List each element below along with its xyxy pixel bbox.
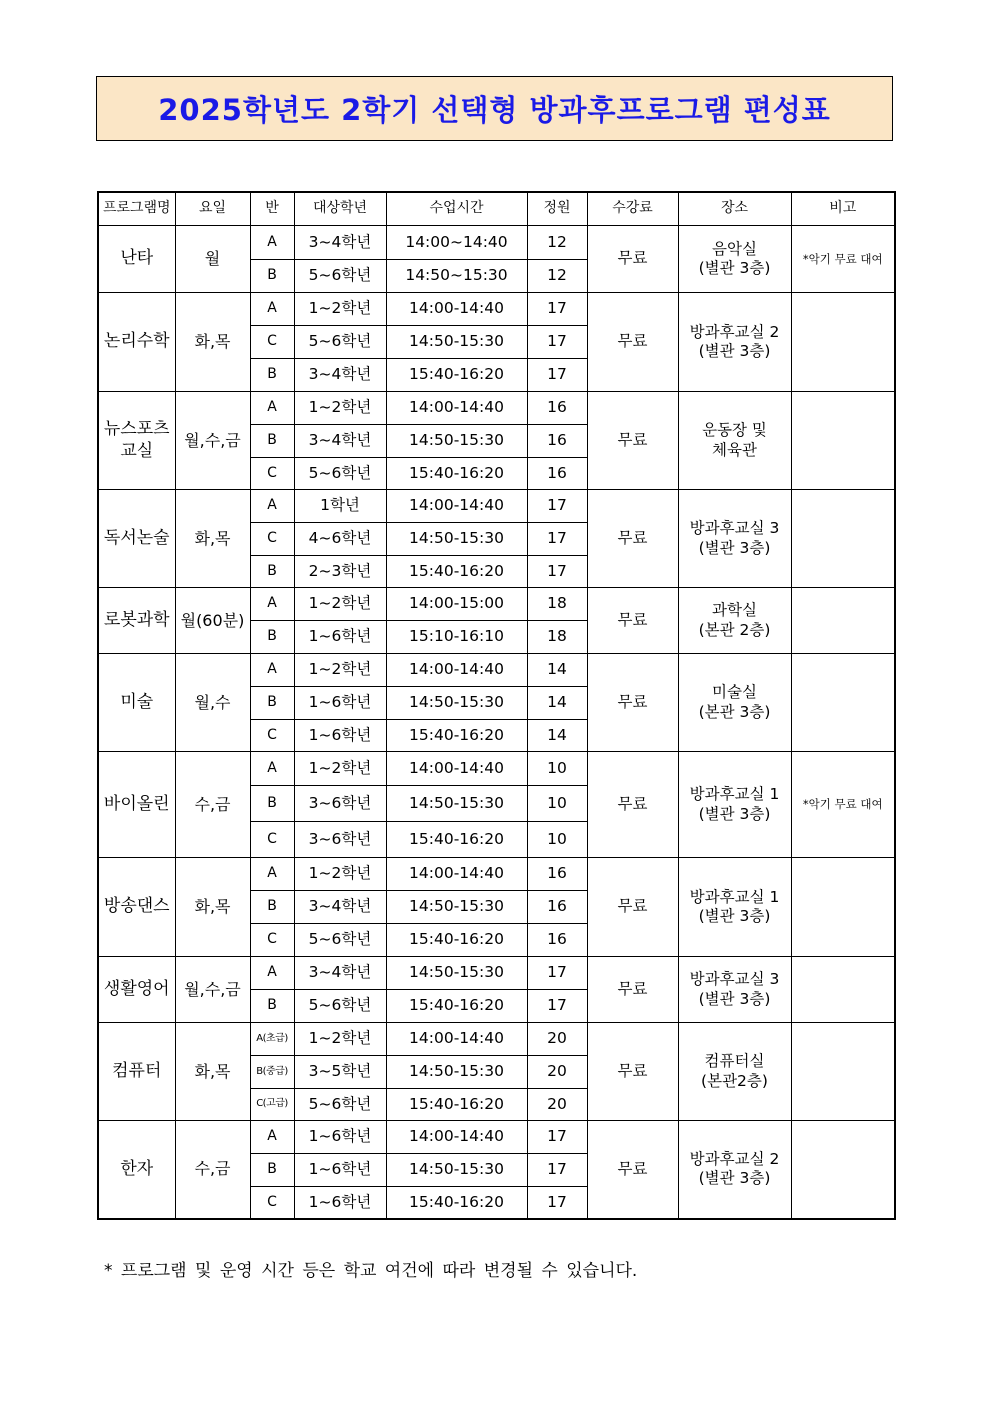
- program-name-cell: [98, 1121, 175, 1219]
- class-cell: B: [250, 990, 294, 1023]
- time-cell: 14:00-14:40: [386, 1023, 527, 1056]
- program-name-cell: [98, 1023, 175, 1121]
- time-cell: 14:50-15:30: [386, 891, 527, 924]
- cell-line: 독서논술: [103, 527, 170, 548]
- table-row: [98, 588, 895, 621]
- time-cell: 15:40-16:20: [386, 990, 527, 1023]
- time-cell: 14:50-15:30: [386, 1056, 527, 1089]
- time-cell: 15:40-16:20: [386, 720, 527, 752]
- table-row: [98, 293, 895, 326]
- table-row: [98, 858, 895, 891]
- location-cell: [678, 957, 791, 1023]
- note-cell: [791, 490, 895, 588]
- note-cell: [791, 858, 895, 957]
- grade-cell: 1~6학년: [294, 1187, 386, 1219]
- grade-cell: 4~6학년: [294, 523, 386, 556]
- fee-cell: 무료: [587, 293, 678, 392]
- class-cell: A: [250, 1121, 294, 1154]
- time-cell: 14:00~14:40: [386, 226, 527, 260]
- capacity-cell: 17: [527, 1187, 587, 1219]
- class-cell: A: [250, 858, 294, 891]
- capacity-cell: 10: [527, 752, 587, 786]
- table-row: [98, 654, 895, 687]
- cell-line: 난타: [120, 248, 154, 269]
- location-cell: [678, 392, 791, 490]
- cell-line: 운동장 및: [702, 421, 767, 440]
- fee-cell: 무료: [587, 1023, 678, 1121]
- cell-line: (별관 3층): [698, 538, 771, 557]
- cell-line: 미술: [120, 691, 154, 712]
- capacity-cell: 17: [527, 293, 587, 326]
- fee-cell: 무료: [587, 490, 678, 588]
- grade-cell: 1~2학년: [294, 588, 386, 621]
- grade-cell: 1~6학년: [294, 621, 386, 654]
- capacity-cell: 17: [527, 1154, 587, 1187]
- class-cell: C: [250, 1187, 294, 1219]
- grade-cell: 1~2학년: [294, 752, 386, 786]
- days-cell: 월(60분): [175, 588, 250, 654]
- capacity-cell: 17: [527, 556, 587, 588]
- class-cell: A: [250, 392, 294, 425]
- header-program: 프로그램명: [98, 192, 175, 226]
- class-cell: B: [250, 556, 294, 588]
- grade-cell: 1~2학년: [294, 654, 386, 687]
- days-cell: 월,수,금: [175, 392, 250, 490]
- capacity-cell: 10: [527, 822, 587, 858]
- note-cell: [791, 392, 895, 490]
- fee-cell: 무료: [587, 226, 678, 293]
- table-row: [98, 1121, 895, 1154]
- cell-line: 과학실: [712, 601, 757, 620]
- capacity-cell: 17: [527, 990, 587, 1023]
- grade-cell: 1~6학년: [294, 1154, 386, 1187]
- program-name-cell: [98, 392, 175, 490]
- note-cell: [791, 293, 895, 392]
- time-cell: 15:40-16:20: [386, 556, 527, 588]
- class-cell: B: [250, 260, 294, 293]
- table-row: [98, 1023, 895, 1056]
- fee-cell: 무료: [587, 858, 678, 957]
- fee-cell: 무료: [587, 588, 678, 654]
- program-name-cell: [98, 957, 175, 1023]
- grade-cell: 3~4학년: [294, 891, 386, 924]
- fee-cell: 무료: [587, 957, 678, 1023]
- cell-line: 교실: [120, 440, 154, 461]
- grade-cell: 1~6학년: [294, 687, 386, 720]
- class-cell: B: [250, 425, 294, 458]
- class-cell: A(초급): [250, 1023, 294, 1056]
- grade-cell: 3~4학년: [294, 359, 386, 392]
- grade-cell: 5~6학년: [294, 1089, 386, 1121]
- time-cell: 14:50-15:30: [386, 425, 527, 458]
- capacity-cell: 18: [527, 588, 587, 621]
- grade-cell: 3~6학년: [294, 786, 386, 822]
- cell-line: 컴퓨터실: [704, 1052, 765, 1071]
- grade-cell: 1~2학년: [294, 1023, 386, 1056]
- cell-line: (별관 3층): [698, 1169, 771, 1188]
- time-cell: 14:00-14:40: [386, 1121, 527, 1154]
- location-cell: [678, 654, 791, 752]
- class-cell: A: [250, 293, 294, 326]
- cell-line: 논리수학: [103, 331, 170, 352]
- footnote: * 프로그램 및 운영 시간 등은 학교 여건에 따라 변경될 수 있습니다.: [104, 1261, 638, 1281]
- capacity-cell: 16: [527, 458, 587, 490]
- grade-cell: 1~2학년: [294, 858, 386, 891]
- class-cell: B: [250, 359, 294, 392]
- grade-cell: 1~6학년: [294, 720, 386, 752]
- program-name-cell: [98, 490, 175, 588]
- header-class: 반: [250, 192, 294, 226]
- capacity-cell: 10: [527, 786, 587, 822]
- location-cell: [678, 588, 791, 654]
- days-cell: 월,수: [175, 654, 250, 752]
- note-cell: *악기 무료 대여: [791, 752, 895, 858]
- header-fee: 수강료: [587, 192, 678, 226]
- note-cell: [791, 654, 895, 752]
- time-cell: 14:50-15:30: [386, 326, 527, 359]
- days-cell: 화,목: [175, 1023, 250, 1121]
- note-cell: [791, 588, 895, 654]
- class-cell: A: [250, 588, 294, 621]
- days-cell: 월,수,금: [175, 957, 250, 1023]
- cell-line: (본관 3층): [698, 702, 771, 721]
- time-cell: 14:00-14:40: [386, 293, 527, 326]
- days-cell: 수,금: [175, 1121, 250, 1219]
- capacity-cell: 16: [527, 924, 587, 957]
- days-cell: 수,금: [175, 752, 250, 858]
- time-cell: 14:50~15:30: [386, 260, 527, 293]
- time-cell: 14:50-15:30: [386, 786, 527, 822]
- cell-line: 미술실: [712, 683, 757, 702]
- location-cell: [678, 752, 791, 858]
- location-cell: [678, 490, 791, 588]
- cell-line: 바이올린: [103, 793, 170, 814]
- class-cell: B: [250, 786, 294, 822]
- cell-line: 한자: [120, 1158, 154, 1179]
- header-row: [98, 192, 895, 226]
- class-cell: C: [250, 458, 294, 490]
- class-cell: C: [250, 822, 294, 858]
- cell-line: 컴퓨터: [112, 1060, 162, 1081]
- capacity-cell: 17: [527, 359, 587, 392]
- capacity-cell: 16: [527, 392, 587, 425]
- note-cell: *악기 무료 대여: [791, 226, 895, 293]
- cell-line: (별관 3층): [698, 342, 771, 360]
- capacity-cell: 17: [527, 326, 587, 359]
- grade-cell: 5~6학년: [294, 924, 386, 957]
- cell-line: 체육관: [712, 440, 757, 459]
- location-cell: [678, 293, 791, 392]
- cell-line: 생활영어: [103, 978, 170, 999]
- capacity-cell: 16: [527, 425, 587, 458]
- grade-cell: 1~6학년: [294, 1121, 386, 1154]
- location-cell: [678, 858, 791, 957]
- grade-cell: 1~2학년: [294, 392, 386, 425]
- page-title: 2025학년도 2학기 선택형 방과후프로그램 편성표: [158, 93, 831, 127]
- time-cell: 15:40-16:20: [386, 1089, 527, 1121]
- cell-line: (별관 3층): [698, 804, 771, 823]
- grade-cell: 5~6학년: [294, 260, 386, 293]
- grade-cell: 5~6학년: [294, 326, 386, 359]
- location-cell: [678, 1121, 791, 1219]
- time-cell: 14:00-15:00: [386, 588, 527, 621]
- grade-cell: 3~4학년: [294, 957, 386, 990]
- cell-line: 방과후교실 1: [689, 887, 780, 906]
- schedule-body: [98, 226, 895, 1219]
- class-cell: A: [250, 226, 294, 260]
- grade-cell: 3~6학년: [294, 822, 386, 858]
- capacity-cell: 14: [527, 720, 587, 752]
- cell-line: (본관 2층): [698, 620, 771, 639]
- header-note: 비고: [791, 192, 895, 226]
- program-name-cell: [98, 654, 175, 752]
- days-cell: 월: [175, 226, 250, 293]
- time-cell: 14:00-14:40: [386, 858, 527, 891]
- capacity-cell: 17: [527, 957, 587, 990]
- cell-line: 방과후교실 3: [689, 970, 780, 989]
- time-cell: 15:40-16:20: [386, 1187, 527, 1219]
- note-cell: [791, 1023, 895, 1121]
- table-row: [98, 226, 895, 260]
- cell-line: 방과후교실 1: [689, 785, 780, 804]
- cell-line: 방과후교실 3: [689, 519, 780, 538]
- fee-cell: 무료: [587, 392, 678, 490]
- class-cell: C: [250, 720, 294, 752]
- days-cell: 화,목: [175, 293, 250, 392]
- time-cell: 14:50-15:30: [386, 957, 527, 990]
- grade-cell: 5~6학년: [294, 458, 386, 490]
- cell-line: 방송댄스: [103, 896, 170, 917]
- time-cell: 14:00-14:40: [386, 752, 527, 786]
- class-cell: C: [250, 924, 294, 957]
- capacity-cell: 12: [527, 260, 587, 293]
- fee-cell: 무료: [587, 1121, 678, 1219]
- header-grade: 대상학년: [294, 192, 386, 226]
- time-cell: 14:50-15:30: [386, 523, 527, 556]
- program-name-cell: [98, 226, 175, 293]
- capacity-cell: 20: [527, 1089, 587, 1121]
- capacity-cell: 17: [527, 490, 587, 523]
- header-location: 장소: [678, 192, 791, 226]
- cell-line: (본관2층): [701, 1071, 768, 1090]
- time-cell: 15:10-16:10: [386, 621, 527, 654]
- program-name-cell: [98, 752, 175, 858]
- cell-line: (별관 3층): [698, 989, 771, 1008]
- grade-cell: 1학년: [294, 490, 386, 523]
- capacity-cell: 17: [527, 1121, 587, 1154]
- location-cell: [678, 226, 791, 293]
- class-cell: C(고급): [250, 1089, 294, 1121]
- cell-line: (별관 3층): [698, 259, 771, 277]
- cell-line: 음악실: [712, 239, 757, 258]
- capacity-cell: 16: [527, 858, 587, 891]
- class-cell: A: [250, 957, 294, 990]
- note-cell: [791, 1121, 895, 1219]
- time-cell: 14:50-15:30: [386, 1154, 527, 1187]
- capacity-cell: 14: [527, 654, 587, 687]
- class-cell: B: [250, 891, 294, 924]
- class-cell: C: [250, 523, 294, 556]
- cell-line: 방과후교실 2: [689, 322, 780, 341]
- class-cell: C: [250, 326, 294, 359]
- capacity-cell: 17: [527, 523, 587, 556]
- grade-cell: 2~3학년: [294, 556, 386, 588]
- title-box: [96, 76, 893, 141]
- program-name-cell: [98, 858, 175, 957]
- table-row: [98, 392, 895, 425]
- time-cell: 15:40-16:20: [386, 359, 527, 392]
- header-capacity: 정원: [527, 192, 587, 226]
- capacity-cell: 12: [527, 226, 587, 260]
- grade-cell: 1~2학년: [294, 293, 386, 326]
- program-name-cell: [98, 293, 175, 392]
- header-day: 요일: [175, 192, 250, 226]
- class-cell: B: [250, 687, 294, 720]
- time-cell: 14:50-15:30: [386, 687, 527, 720]
- cell-line: 로봇과학: [103, 609, 170, 630]
- header-time: 수업시간: [386, 192, 527, 226]
- time-cell: 14:00-14:40: [386, 654, 527, 687]
- table-row: [98, 752, 895, 786]
- grade-cell: 3~5학년: [294, 1056, 386, 1089]
- capacity-cell: 14: [527, 687, 587, 720]
- class-cell: A: [250, 752, 294, 786]
- schedule-table: [97, 191, 896, 1220]
- capacity-cell: 16: [527, 891, 587, 924]
- fee-cell: 무료: [587, 752, 678, 858]
- cell-line: 뉴스포츠: [103, 419, 170, 440]
- program-name-cell: [98, 588, 175, 654]
- class-cell: B: [250, 621, 294, 654]
- cell-line: 방과후교실 2: [689, 1149, 780, 1168]
- note-cell: [791, 957, 895, 1023]
- table-row: [98, 490, 895, 523]
- fee-cell: 무료: [587, 654, 678, 752]
- table-row: [98, 957, 895, 990]
- days-cell: 화,목: [175, 858, 250, 957]
- class-cell: B: [250, 1154, 294, 1187]
- cell-line: (별관 3층): [698, 907, 771, 925]
- location-cell: [678, 1023, 791, 1121]
- time-cell: 14:00-14:40: [386, 392, 527, 425]
- grade-cell: 3~4학년: [294, 226, 386, 260]
- time-cell: 15:40-16:20: [386, 924, 527, 957]
- capacity-cell: 20: [527, 1023, 587, 1056]
- capacity-cell: 20: [527, 1056, 587, 1089]
- grade-cell: 5~6학년: [294, 990, 386, 1023]
- class-cell: A: [250, 490, 294, 523]
- days-cell: 화,목: [175, 490, 250, 588]
- class-cell: A: [250, 654, 294, 687]
- time-cell: 14:00-14:40: [386, 490, 527, 523]
- grade-cell: 3~4학년: [294, 425, 386, 458]
- class-cell: B(중급): [250, 1056, 294, 1089]
- capacity-cell: 18: [527, 621, 587, 654]
- time-cell: 15:40-16:20: [386, 822, 527, 858]
- time-cell: 15:40-16:20: [386, 458, 527, 490]
